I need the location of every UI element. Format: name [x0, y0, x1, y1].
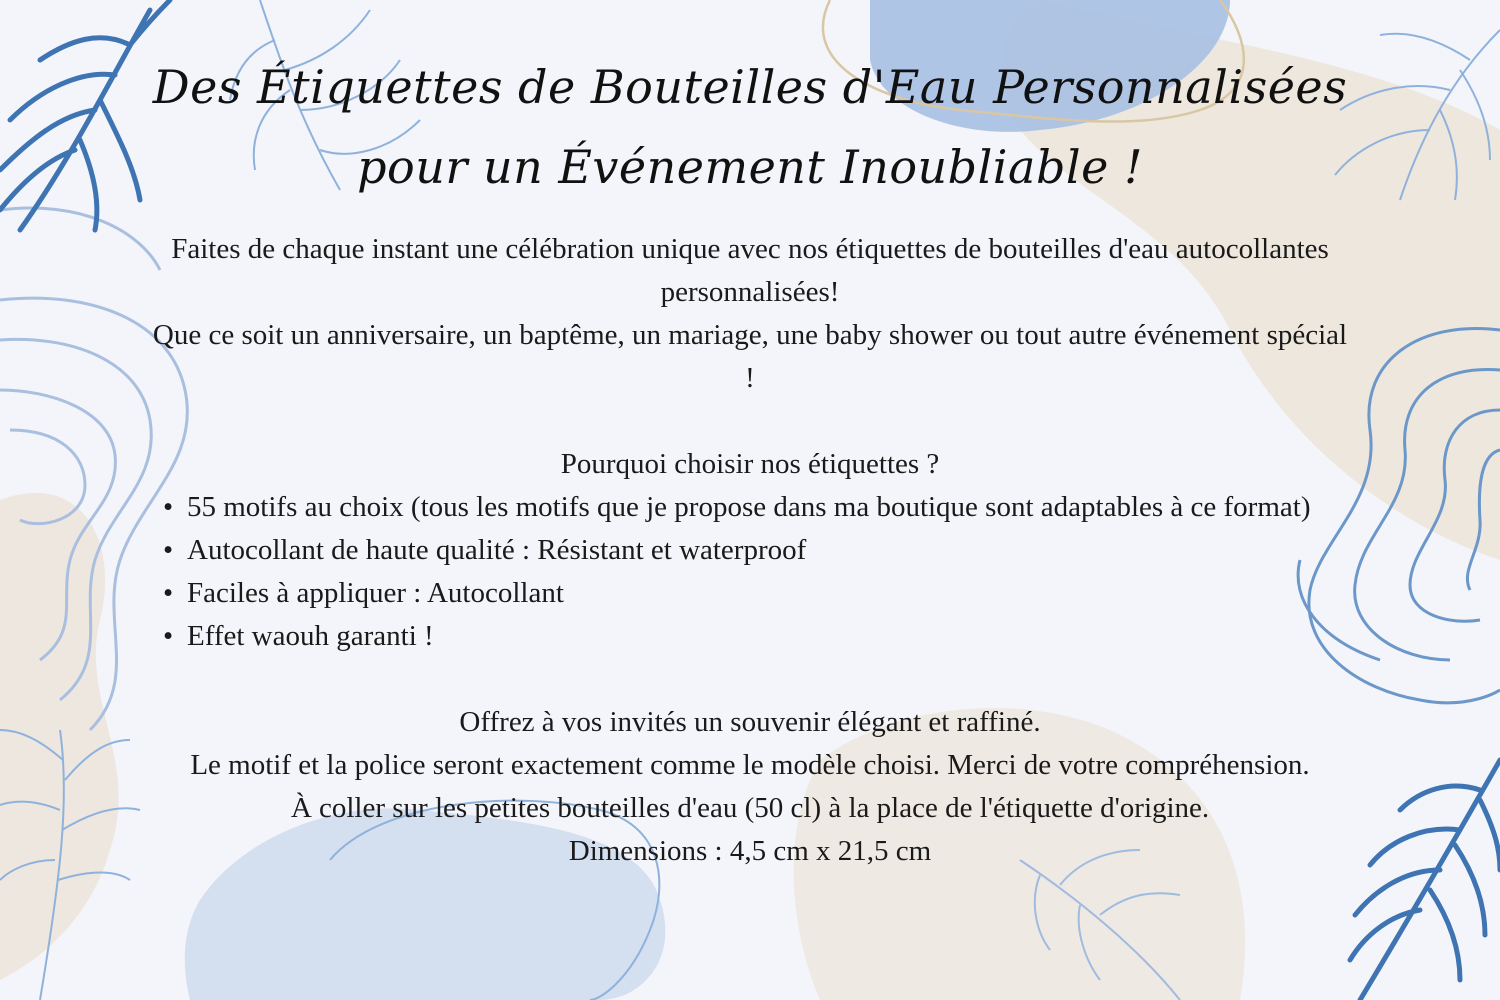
intro-paragraph-2: Que ce soit un anniversaire, un baptême, un mariage, une baby shower ou tout autre événement spécial ! [152, 319, 1348, 394]
bullet-icon: • [163, 620, 174, 652]
bullet-icon: • [163, 534, 174, 566]
description-body [145, 228, 1355, 873]
list-item: • Faciles à appliquer : Autocollant [145, 572, 1355, 615]
list-item: • Autocollant de haute qualité : Résistant et waterproof [145, 529, 1355, 572]
features-list [145, 486, 1355, 658]
list-item: • 55 motifs au choix (tous les motifs que je propose dans ma boutique sont adaptables à ce format) [145, 486, 1355, 529]
page-title-line-1: Des Étiquettes de Bouteilles d'Eau Personnalisées [152, 60, 1348, 114]
spacer [145, 400, 1355, 443]
closing-line-1: Offrez à vos invités un souvenir élégant et raffiné. [459, 706, 1041, 738]
page-title-line-2: pour un Événement Inoubliable ! [357, 140, 1143, 194]
list-item: • Effet waouh garanti ! [145, 615, 1355, 658]
features-heading: Pourquoi choisir nos étiquettes ? [560, 448, 940, 480]
intro-paragraph-1: Faites de chaque instant une célébration unique avec nos étiquettes de bouteilles d'eau autocollantes personnalisées! [171, 233, 1329, 308]
closing-line-2: Le motif et la police seront exactement comme le modèle choisi. Merci de votre compréhension. [190, 749, 1310, 781]
closing-line-3: À coller sur les petites bouteilles d'eau (50 cl) à la place de l'étiquette d'origine. [290, 792, 1210, 824]
bullet-icon: • [163, 491, 174, 523]
spacer [145, 658, 1355, 701]
bullet-icon: • [163, 577, 174, 609]
dimensions-text: Dimensions : 4,5 cm x 21,5 cm [568, 835, 932, 867]
